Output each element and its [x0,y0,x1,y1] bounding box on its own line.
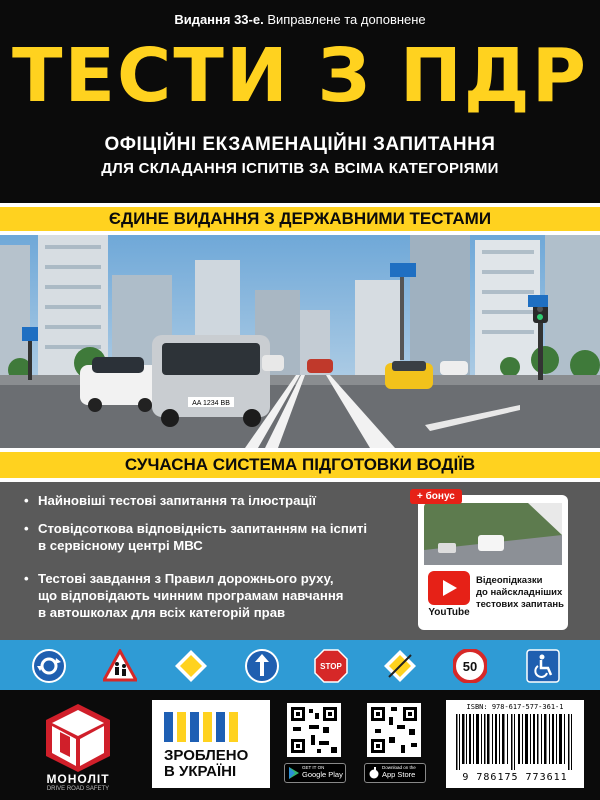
bonus-video-card [417,491,568,630]
bullet-item: • Стовідсоткова відповідність запитанням на іспиті в сервісному центрі МВС [24,521,368,553]
priority-road-sign-icon [174,649,208,683]
svg-text:STOP: STOP [320,662,342,671]
subtitle-main: ОФІЦІЙНІ ЕКЗАМЕНАЦІЙНІ ЗАПИТАННЯ [104,134,496,155]
publisher-name: МОНОЛІТ [46,772,110,786]
youtube-label: YouTube [428,607,470,618]
made-in-ukraine-badge [152,700,270,788]
made-in-ukraine-text: ЗРОБЛЕНО В УКРАЇНІ [164,747,249,780]
priority-road-end-sign-icon [383,649,417,683]
publisher-logo [38,702,118,772]
publisher-tagline: DRIVE ROAD SAFETY [46,786,110,792]
banner-state-tests: ЄДИНЕ ВИДАННЯ З ДЕРЖАВНИМИ ТЕСТАМИ [0,203,600,235]
stop-sign-icon [314,649,348,683]
straight-only-sign-icon [245,649,279,683]
qr-code-apple-icon [367,703,421,757]
bonus-description: Відеопідказки до найскладніших тестових запитань [476,575,565,610]
apple-icon [368,767,380,779]
app-store-button[interactable]: Download on the App Store [364,763,426,783]
disabled-parking-sign-icon [526,649,560,683]
banner-modern-system: СУЧАСНА СИСТЕМА ПІДГОТОВКИ ВОДІЇВ [0,448,600,482]
google-play-icon [288,767,300,779]
subtitle-secondary: ДЛЯ СКЛАДАННЯ ІСПИТІВ ЗА ВСІМА КАТЕГОРІЯМИ [101,160,499,177]
barcode-icon [450,714,580,774]
isbn-barcode [446,700,584,788]
bonus-tag: + бонус [410,489,462,504]
barcode-digits: 9 786175 773611 [462,772,568,783]
speed-limit-sign-icon [453,649,487,683]
car-white-suv [80,357,160,412]
edition-note: Видання 33-е. Виправлене та доповнене [174,12,426,27]
svg-text:AA 1234 BB: AA 1234 BB [192,400,230,407]
book-title: ТЕСТИ З ПДР [12,33,588,119]
bullet-item: • Найновіші тестові запитання та ілюстрації [24,493,316,508]
bullet-item: • Тестові завдання з Правил дорожнього руху, що відповідають чинним програмам навчання в автошколах для всіх категорій прав [24,571,344,620]
road-signs-strip [0,640,600,690]
google-play-button[interactable]: GET IT ON Google Play [284,763,346,783]
children-warning-sign-icon [103,649,137,683]
isbn-text: ISBN: 978-617-577-361-1 [466,703,564,711]
road-scene-illustration [0,235,600,448]
svg-text:50: 50 [462,659,478,674]
van-silver [152,335,270,427]
roundabout-sign-icon [32,649,66,683]
qr-code-google-icon [287,703,341,757]
